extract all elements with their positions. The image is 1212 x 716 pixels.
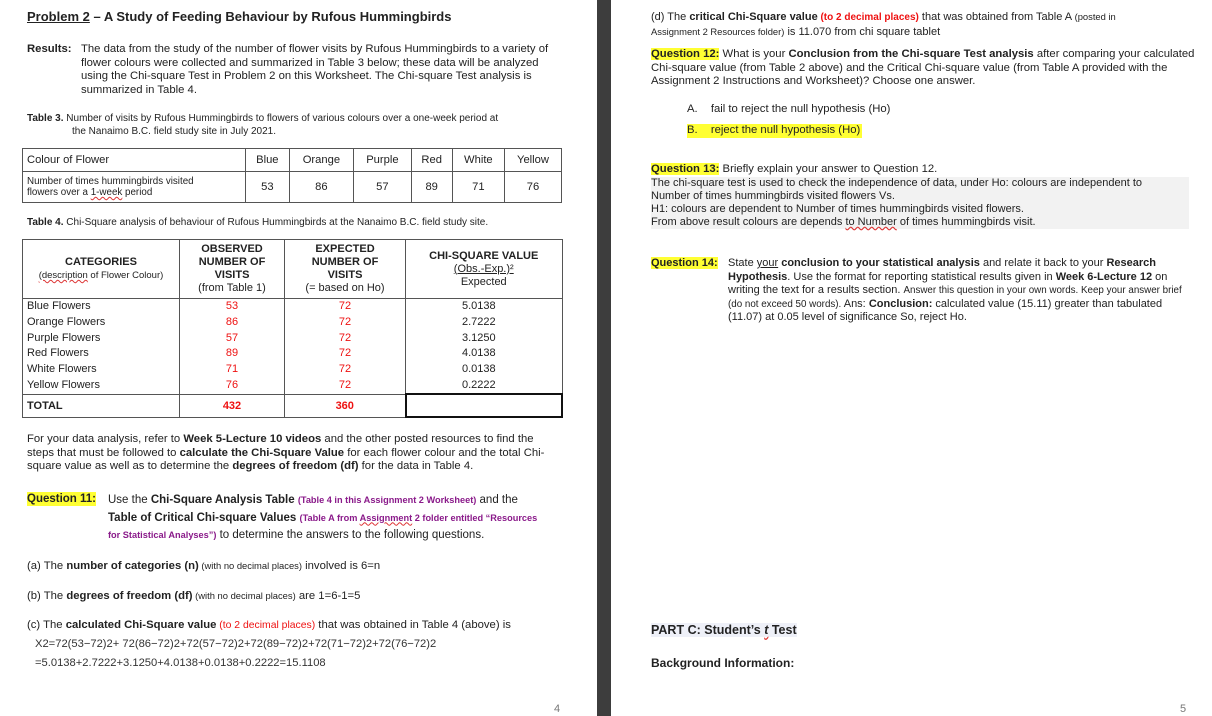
q11c-text-b: calculated Chi-Square value [65,619,217,631]
option-b-text: reject the null hypothesis (Ho) [710,124,861,136]
table4-header-observed-4: (from Table 1) [198,282,266,294]
table4-total-expected: 360 [285,394,406,417]
q11b-text-d: are 1=6-1=5 [295,590,361,602]
option-b-selected[interactable] [687,124,862,138]
q11-text-c: (Table 4 in this Assignment 2 Worksheet) [297,495,477,505]
table4-category: Red Flowers [23,346,180,362]
table-row [23,346,563,362]
table4-total-row [23,394,563,417]
q11-text-b: Chi-Square Analysis Table [150,494,295,506]
table4-expected: 72 [285,330,406,346]
q13-answer-line1: The chi-square test is used to check the independence of data, under Ho: colours are independent to [651,177,1143,189]
results-text: The data from the study of the number of flower visits by Rufous Hummingbirds to a variety of flower colours were collected and summarized in Table 3 below; these data will be analyzed using the Chi-square Test in Problem 2 on this Worksheet. The Chi-square Test analysis is summarized in Table 4. [81,43,549,96]
table4-header-row [23,240,563,299]
table3-cell: 86 [289,172,353,203]
q11-text-d: and the [476,494,518,506]
table4-expected: 72 [285,315,406,331]
table4-header-observed-2: NUMBER OF [198,256,266,268]
table4-header-expected-4: (= based on Ho) [305,282,385,294]
option-a[interactable] [687,103,890,117]
chi-square-formula: X2=72(53−72)2+ 72(86−72)2+72(57−72)2+72(89−72)2+72(71−72)2+72(76−72)2 [35,638,437,650]
table4-category: Blue Flowers [23,299,180,315]
results-label: Results: [27,43,72,55]
q11b-text-c: (with no decimal places) [192,590,296,601]
q11-text-j: to determine the answers to the following questions. [216,529,485,541]
table4-total-chi-cell[interactable] [406,394,563,417]
table4-caption-label: Table 4. [27,217,64,228]
part-c-heading [651,623,797,637]
table4-expected: 72 [285,362,406,378]
table-row [23,315,563,331]
table3-header-cell: Red [411,149,452,172]
option-a-letter: A. [687,103,698,115]
question-13-text: Briefly explain your answer to Question 12. [719,163,938,175]
table4-expected: 72 [285,377,406,394]
analysis-text-e: for each flower colour and the total Chi-square value as well as to determine the [27,446,545,473]
table4-expected: 72 [285,346,406,362]
question-11-label: Question 11: [27,493,97,505]
table4-header-categories [23,240,180,299]
q14-text-k: Conclusion: [868,297,933,310]
q14-text-l: calculated value (15.11) greater than tabulated (11.07) at 0.05 level of significance So, reject Ho. [728,297,1163,324]
problem-title: – A Study of Feeding Behaviour by Rufous Hummingbirds [89,9,452,24]
question-12 [651,48,1196,89]
analysis-text-d: calculate the Chi-Square Value [179,446,345,459]
page-5 [611,0,1212,716]
table4-total-label: TOTAL [23,394,180,417]
table3-cell: 71 [452,172,504,203]
table4-chi: 0.2222 [406,377,563,394]
q13-answer-line3: H1: colours are dependent to Number of times hummingbirds visited flowers. [651,203,1024,215]
q12-text-a: What is your [719,48,789,60]
table4-observed: 57 [180,330,285,346]
table4-chi: 5.0138 [406,299,563,315]
table4-observed: 89 [180,346,285,362]
q14-text-h: on writing the text for a results section. [728,270,1168,297]
q14-text-f: . Use the format for reporting statistical results given in [787,270,1056,283]
q11-text-i: for Statistical Analyses”) [108,530,217,540]
q13-answer-line4a: From above result colours are depends [651,216,846,228]
page-number: 5 [1180,703,1187,715]
table3-header-cell: Yellow [505,149,562,172]
table4-chi: 3.1250 [406,330,563,346]
table3-cell: 76 [505,172,562,203]
q11d-text-e: (posted in [1074,11,1116,22]
table3-caption [27,112,567,138]
analysis-text-f: degrees of freedom (df) [232,460,359,473]
table4-observed: 71 [180,362,285,378]
analysis-paragraph [27,433,557,474]
table-row [23,330,563,346]
table3-visits-row [23,172,562,203]
q11c-text-d: that was obtained in Table 4 (above) is [315,619,511,631]
table4-category: Yellow Flowers [23,377,180,394]
table4 [22,239,563,418]
table3 [22,148,562,203]
table-row [23,299,563,315]
q12-text-b: Conclusion from the Chi-square Test analysis [788,48,1034,60]
question-11a [27,559,380,574]
q11-text-h: 2 folder entitled “Resources [412,512,538,523]
table3-cell: 89 [411,172,452,203]
q11d-text-b: critical Chi-Square value [689,11,818,23]
question-11c [27,619,511,633]
q11d-text-g: is 11.070 from chi square tablet [784,25,941,38]
q14-text-g: Week 6-Lecture 12 [1055,270,1153,283]
question-11-text [108,492,563,545]
table3-header-first: Colour of Flower [23,149,246,172]
q14-text-b: your [756,257,779,269]
table3-cell: 57 [354,172,412,203]
q11-text-e: Table of Critical Chi-square Values [108,511,297,524]
question-13-answer[interactable] [651,177,1189,229]
table4-header-categories-sub-a: (description [38,270,88,281]
table4-header-expected [285,240,406,299]
q13-answer-line4c: of times hummingbirds visit. [896,216,1036,228]
table4-header-chi-1: CHI-SQUARE VALUE [429,249,539,262]
table4-chi: 2.7222 [406,315,563,331]
q11a-text-c: (with no decimal places) [198,560,302,571]
q11-text-a: Use the [108,494,151,506]
q13-answer-line4b: to Number [845,216,897,228]
table4-header-observed [180,240,285,299]
q11-text-g: Assignment [359,512,413,523]
q14-text-d: and relate it back to your [979,257,1107,269]
table4-total-observed: 432 [180,394,285,417]
table4-header-expected-1: EXPECTED [315,243,375,255]
page-4 [0,0,597,716]
table3-caption-text2: the Nanaimo B.C. field study site in July 2021. [72,126,276,137]
q11a-text-a: (a) The [27,560,67,572]
table4-header-chi-3: Expected [460,275,507,288]
table4-header-chi-2: (Obs.-Exp.)² [453,262,514,275]
q14-text-i: Answer this question in your own words. Keep your answer brief (do not exceed 50 words). [728,285,1182,310]
q11d-text-a: (d) The [651,11,690,23]
table4-header-categories-sub-b: of Flower Colour) [87,270,164,281]
q13-answer-line2: Number of times hummingbirds visited flowers Vs. [651,190,895,202]
table4-observed: 76 [180,377,285,394]
q11a-text-d: involved is 6=n [301,560,381,572]
table3-row-label [23,172,246,203]
table4-header-chi [406,240,563,299]
table-row [23,377,563,394]
part-c-text-c: Test [768,623,797,637]
question-12-label: Question 12: [651,48,720,60]
problem-heading [27,9,451,24]
table3-header-row [23,149,562,172]
page-number: 4 [554,703,561,715]
table3-caption-label: Table 3. [27,113,64,124]
question-11b [27,589,360,604]
table4-observed: 86 [180,315,285,331]
table4-header-observed-1: OBSERVED [201,243,263,255]
table-row [23,362,563,378]
table3-row-label-line2b: 1-week [90,187,123,198]
q11c-text-c: (to 2 decimal places) [216,620,316,631]
table4-category: Purple Flowers [23,330,180,346]
q11b-text-b: degrees of freedom (df) [66,590,193,602]
analysis-text-g: for the data in Table 4. [358,460,474,473]
table4-caption-text: Chi-Square analysis of behaviour of Rufous Hummingbirds at the Nanaimo B.C. field study site. [66,217,489,228]
q14-text-e: Research Hypothesis [728,257,1157,283]
q14-text-j: Ans: [841,297,869,310]
table3-row-label-line2a: flowers over a [27,187,91,198]
table3-header-cell: Purple [354,149,412,172]
q11d-text-f: Assignment 2 Resources folder) [651,25,785,37]
q11b-text-a: (b) The [27,590,67,602]
question-14-text [728,257,1198,325]
table4-header-observed-3: VISITS [214,269,250,281]
analysis-text-b: Week 5-Lecture 10 videos [183,433,322,445]
analysis-text-a: For your data analysis, refer to [27,433,184,445]
q11-text-f: (Table A from [299,512,360,523]
question-13 [651,163,937,177]
background-heading: Background Information: [651,656,795,670]
problem-label: Problem 2 [27,9,90,24]
q11c-text-a: (c) The [27,619,66,631]
table4-category: Orange Flowers [23,315,180,331]
part-c-text-b: t [764,623,769,637]
q11a-text-b: number of categories (n) [66,560,199,572]
q11d-text-c: (to 2 decimal places) [817,12,919,23]
table3-row-label-line1: Number of times hummingbirds visited [27,176,194,187]
table3-header-cell: Blue [246,149,290,172]
table3-header-cell: White [452,149,504,172]
table4-chi: 0.0138 [406,362,563,378]
q14-text-c: conclusion to your statistical analysis [778,257,980,269]
chi-square-sum: =5.0138+2.7222+3.1250+4.0138+0.0138+0.2222=15.1108 [35,657,326,669]
table4-observed: 53 [180,299,285,315]
analysis-text-c: and the other posted resources to find the steps that must be followed to [27,433,534,459]
table3-row-label-line2c: period [122,187,153,198]
question-13-label: Question 13: [651,163,720,175]
q14-text-a: State [728,257,757,269]
table4-caption [27,217,488,228]
option-a-text: fail to reject the null hypothesis (Ho) [710,103,891,115]
q11d-text-d: that was obtained from Table A [918,11,1075,23]
question-14-label: Question 14: [651,257,718,269]
table3-caption-text: Number of visits by Rufous Hummingbirds to flowers of various colours over a one-week period at [66,113,499,124]
part-c-text-a: PART C: Student’s [651,623,765,637]
option-b-letter: B. [687,124,698,136]
table4-header-expected-3: VISITS [327,269,363,281]
table4-header-expected-2: NUMBER OF [311,256,379,268]
table4-header-categories-title: CATEGORIES [65,256,137,268]
table3-cell: 53 [246,172,290,203]
table4-chi: 4.0138 [406,346,563,362]
table3-header-cell: Orange [289,149,353,172]
question-11d [651,10,1201,39]
table4-category: White Flowers [23,362,180,378]
q12-text-c: after comparing your calculated Chi-square value (from Table 2 above) and the Critical Chi-square value (from Table A provided with the Assignment 2 Instructions and Worksheet)? Choose one answer. [651,48,1195,88]
page-gutter [597,0,611,716]
table4-expected: 72 [285,299,406,315]
